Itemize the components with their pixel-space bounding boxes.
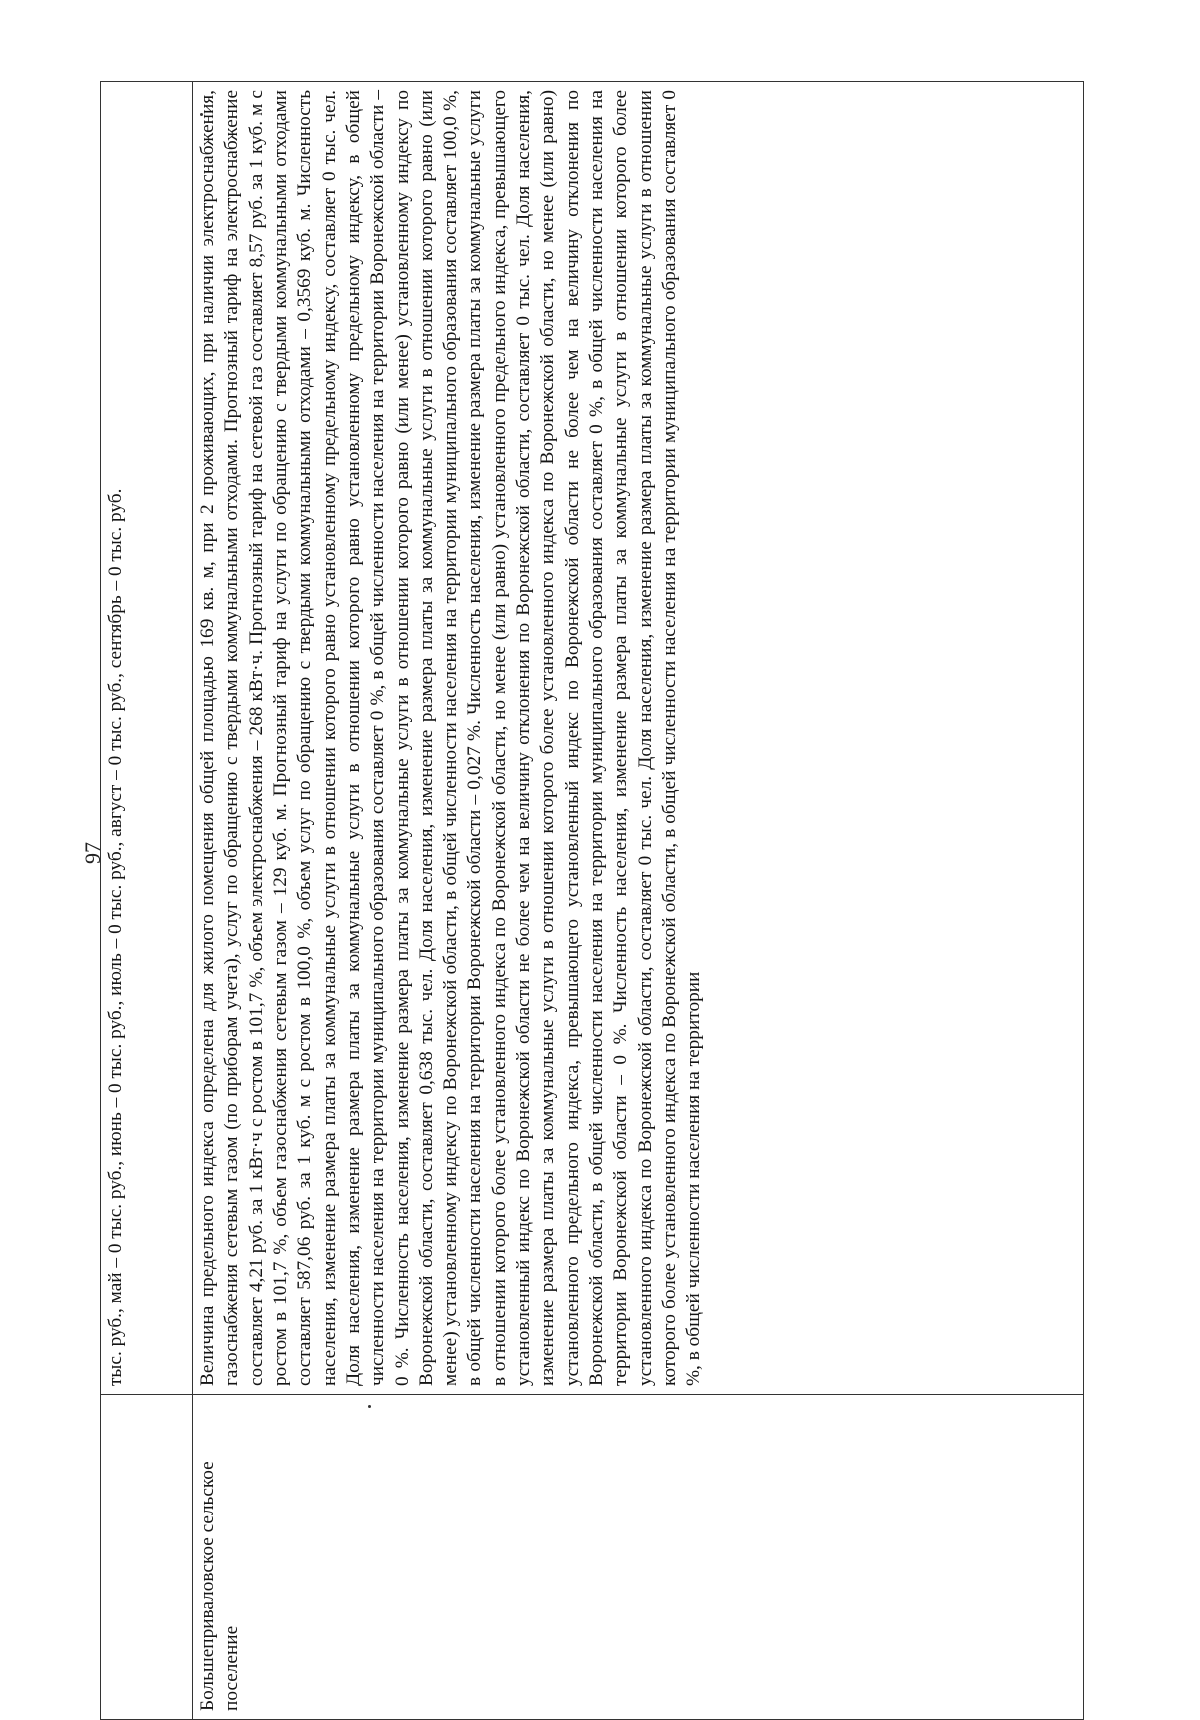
rotated-page-content: [100, 82, 1084, 1720]
table-row: [193, 82, 1084, 1720]
data-table: [100, 81, 1084, 1720]
table-cell-description: тыс. руб., май – 0 тыс. руб., июнь – 0 тыс. руб., июль – 0 тыс. руб., август – 0 тыс. руб., сентябрь – 0 тыс. руб.: [101, 82, 193, 1395]
table-row: [101, 82, 193, 1720]
table-cell-municipality: Большеприваловское сельское поселение: [193, 1395, 1084, 1720]
page-number: 97: [80, 842, 105, 864]
table-cell-municipality: [101, 1395, 193, 1720]
table-cell-description: Величина предельного индекса определена для жилого помещения общей площадью 169 кв. м, при 2 проживающих, при наличии электроснабжения, газоснабжения сетевым газом (по приборам учета), услуг по обращению с твердыми коммунальными отходами. Прогнозный тариф на электроснабжение составляет 4,21 руб. за 1 кВт·ч с ростом в 101,7 %, объем электроснабжения – 268 кВт·ч. Прогнозный тариф на сетевой газ составляет 8,57 руб. за 1 куб. м с ростом в 101,7 %, объем газоснабжения сетевым газом – 129 куб. м. Прогнозный тариф на услуги по обращению с твердыми коммунальными отходами составляет 587,06 руб. за 1 куб. м с ростом в 100,0 %, объем услуг по обращению с твердыми коммунальными отходами – 0,3569 куб. м. Численность населения, изменение размера платы за коммунальные услуги в отношении которого равно установленному предельному индексу, составляет 0 тыс. чел. Доля населения, изменение размера платы за коммунальные услуги в отношении которого равно установленному предельному индексу, в общей численности населения на территории муниципального образования составляет 0 %, в общей численности населения на территории Воронежской области – 0 %. Численность населения, изменение размера платы за коммунальные услуги в отношении которого равно (или менее) установленному индексу по Воронежской области, составляет 0,638 тыс. чел. Доля населения, изменение размера платы за коммунальные услуги в отношении которого равно (или менее) установленному индексу по Воронежской области, в общей численности населения на территории муниципального образования составляет 100,0 %, в общей численности населения на территории Воронежской области – 0,027 %. Численность населения, изменение размера платы за коммунальные услуги в отношении которого более установленного индекса по Воронежской области, но менее (или равно) установленного предельного индекса, превышающего установленный индекс по Воронежской области не более чем на величину отклонения по Воронежской области, составляет 0 тыс. чел. Доля населения, изменение размера платы за коммунальные услуги в отношении которого более установленного индекса по Воронежской области, но менее (или равно) установленного предельного индекса, превышающего установленный индекс по Воронежской области не более чем на величину отклонения по Воронежской области, в общей численности населения на территории муниципального образования составляет 0 %, в общей численности населения на территории Воронежской области – 0 %. Численность населения, изменение размера платы за коммунальные услуги в отношении которого более установленного индекса по Воронежской области, составляет 0 тыс. чел. Доля населения, изменение размера платы за коммунальные услуги в отношении которого более установленного индекса по Воронежской области, в общей численности населения на территории муниципального образования составляет 0 %, в общей численности населения на территории: [193, 82, 1084, 1395]
